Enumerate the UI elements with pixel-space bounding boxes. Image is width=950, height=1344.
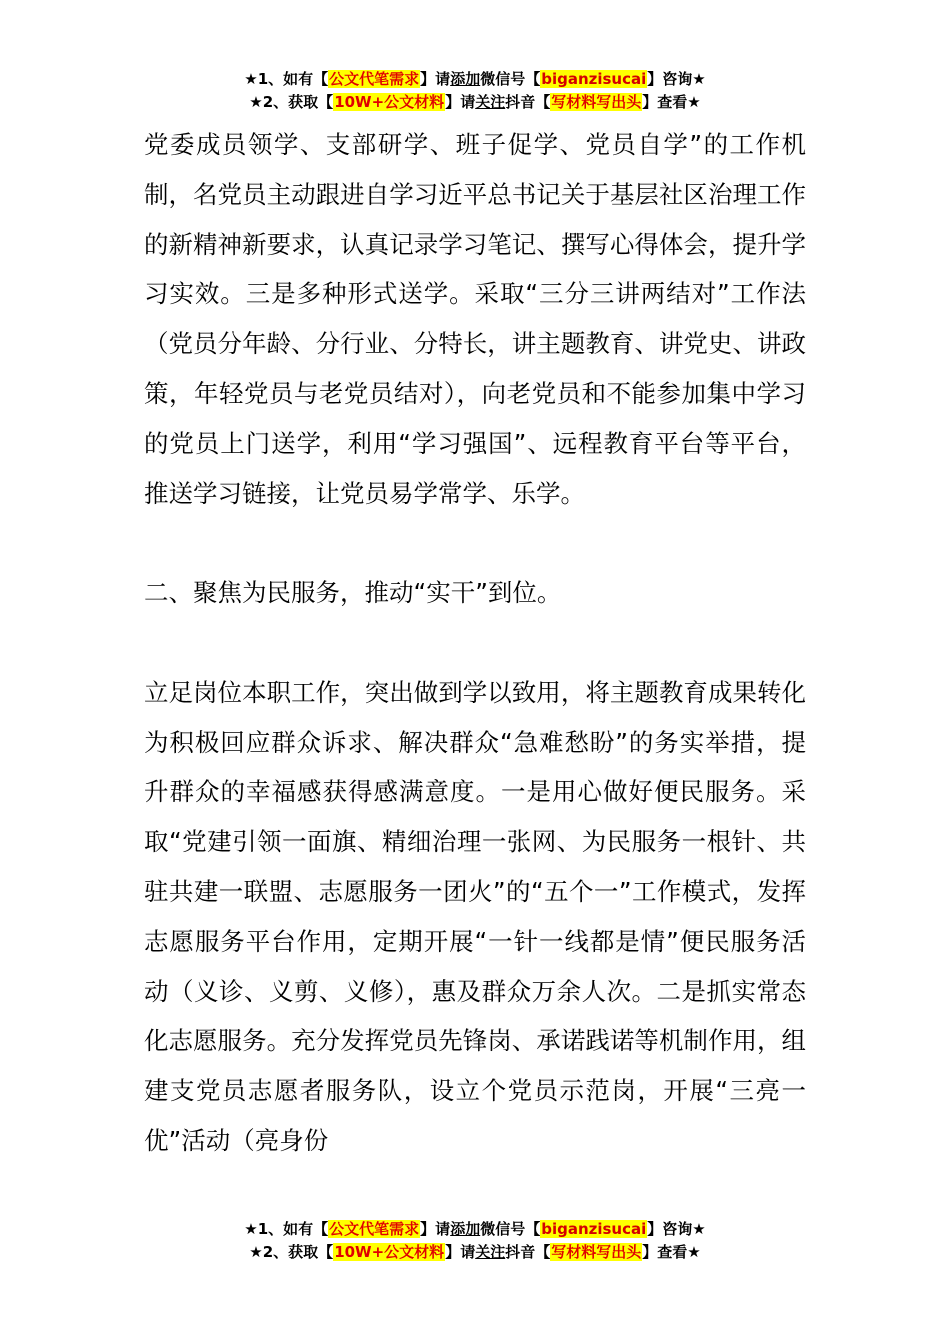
banner-text: 】请 (445, 93, 476, 111)
banner-text: 抖音【 (505, 1243, 551, 1261)
highlight-wechat-id: biganzisucai (541, 70, 647, 88)
banner-text: 抖音【 (505, 93, 551, 111)
banner-line-1 (0, 68, 950, 91)
paragraph-2: 立足岗位本职工作，突出做到学以致用，将主题教育成果转化为积极回应群众诉求、解决群众“急难愁盼”的务实举措，提升群众的幸福感获得感满意度。一是用心做好便民服务。采取“党建引领一面旗、精细治理一张网、为民服务一根针、共驻共建一联盟、志愿服务一团火”的“五个一”工作模式，发挥志愿服务平台作用，定期开展“一针一线都是情”便民服务活动（义诊、义剪、义修），惠及群众万余人次。二是抓实常态化志愿服务。充分发挥党员先锋岗、承诺践诺等机制作用，组建支党员志愿者服务队，设立个党员示范岗，开展“三亮一优”活动（亮身份 (144, 677, 806, 1155)
document-body (144, 120, 806, 1166)
underlined-text: 关注 (475, 93, 506, 111)
footer-banner (0, 1218, 950, 1264)
highlight-materials: 10W+公文材料 (334, 93, 445, 111)
banner-text: ★2、获取【 (249, 93, 334, 111)
highlight-ghostwriting: 公文代笔需求 (329, 70, 420, 88)
banner-text: 】请 (420, 1220, 451, 1238)
banner-text: 】咨询★ (647, 1220, 706, 1238)
underlined-text: 添加 (450, 1220, 481, 1238)
banner-text: 】查看★ (642, 1243, 701, 1261)
highlight-materials: 10W+公文材料 (334, 1243, 445, 1261)
highlight-ghostwriting: 公文代笔需求 (329, 1220, 420, 1238)
banner-text: 】请 (445, 1243, 476, 1261)
highlight-wechat-id: biganzisucai (541, 1220, 647, 1238)
banner-text: 】查看★ (642, 93, 701, 111)
banner-text: ★1、如有【 (244, 1220, 329, 1238)
paragraph-spacer (144, 618, 806, 668)
paragraph-spacer (144, 518, 806, 568)
banner-line-2 (0, 91, 950, 114)
highlight-douyin: 写材料写出头 (551, 93, 642, 111)
banner-line-2 (0, 1241, 950, 1264)
banner-text: 微信号【 (480, 70, 541, 88)
banner-text: ★2、获取【 (249, 1243, 334, 1261)
highlight-douyin: 写材料写出头 (551, 1243, 642, 1261)
banner-text: 】请 (420, 70, 451, 88)
underlined-text: 关注 (475, 1243, 506, 1261)
banner-line-1 (0, 1218, 950, 1241)
banner-text: ★1、如有【 (244, 70, 329, 88)
underlined-text: 添加 (450, 70, 481, 88)
banner-text: 微信号【 (480, 1220, 541, 1238)
header-banner (0, 68, 950, 114)
paragraph-1: 党委成员领学、支部研学、班子促学、党员自学”的工作机制，名党员主动跟进自学习近平总书记关于基层社区治理工作的新精神新要求，认真记录学习笔记、撰写心得体会，提升学习实效。三是多种形式送学。采取“三分三讲两结对”工作法（党员分年龄、分行业、分特长，讲主题教育、讲党史、讲政策，年轻党员与老党员结对），向老党员和不能参加集中学习的党员上门送学，利用“学习强国”、远程教育平台等平台，推送学习链接，让党员易学常学、乐学。 (144, 130, 806, 508)
banner-text: 】咨询★ (647, 70, 706, 88)
section-heading: 二、聚焦为民服务，推动“实干”到位。 (144, 578, 562, 608)
